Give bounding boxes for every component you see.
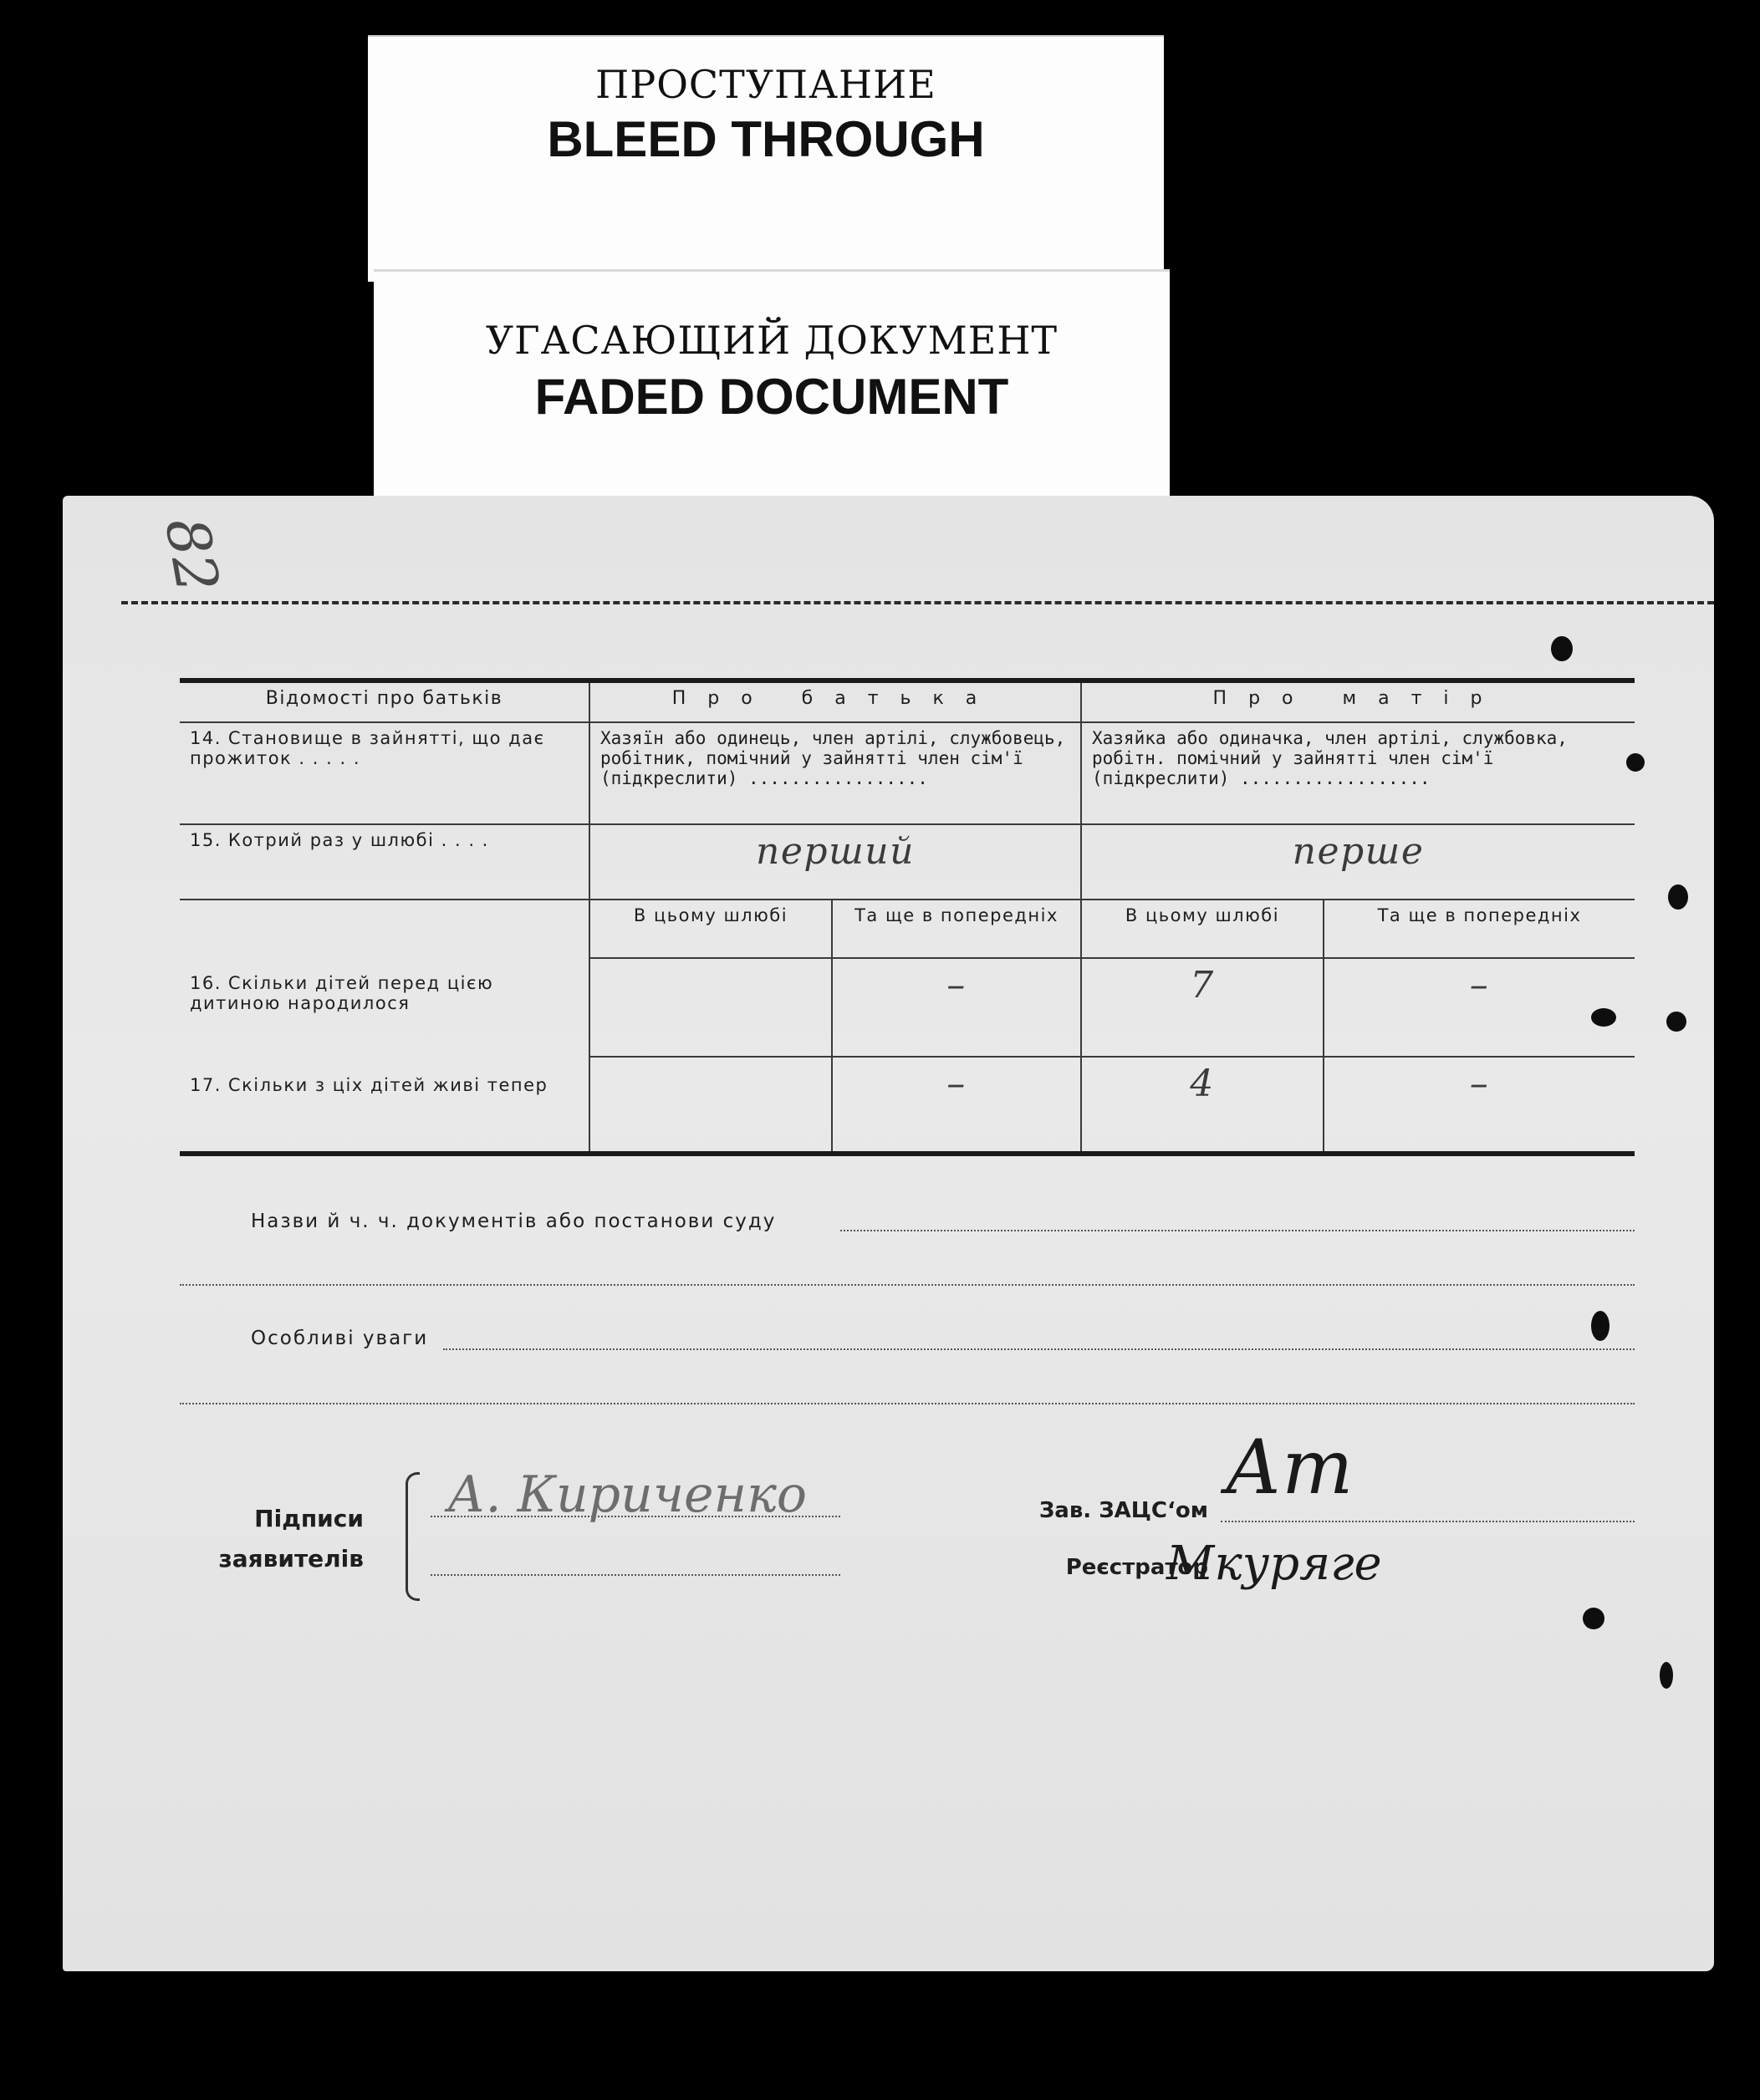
applicant-signature-line: [431, 1574, 840, 1576]
punch-hole: [1660, 1662, 1673, 1689]
punch-hole: [1668, 884, 1688, 910]
parents-info-table: [180, 678, 1635, 1156]
row-label: 15. Котрий раз у шлюбі . . . .: [180, 824, 589, 900]
bleed-through-ru: ПРОСТУПАНИЕ: [595, 62, 936, 107]
father-children-born-prev: –: [832, 958, 1081, 1057]
signature-bracket: [406, 1472, 420, 1601]
documents-field-line: [840, 1230, 1635, 1231]
father-occupation: Хазяїн або одинець, член артілі, службовець, робітник, помічний у зайнятті член сім'ї (підкреслити) .................: [589, 722, 1081, 824]
applicants-label: Підписи заявителів: [218, 1505, 364, 1572]
row-label: 14. Становище в зайнятті, що дає прожиток . . . . .: [180, 722, 589, 824]
head-zags-label: Зав. ЗАЦС‘ом: [1038, 1498, 1208, 1523]
head-signature: Ат: [1225, 1424, 1354, 1511]
bleed-through-en: BLEED THROUGH: [547, 111, 985, 167]
punch-hole: [1591, 1311, 1610, 1341]
head-signature-line: [1221, 1521, 1635, 1522]
subheader-previous: Та ще в попередніх: [1324, 900, 1635, 958]
col-mother-header: Про матір: [1081, 680, 1635, 722]
faded-document-card: [374, 269, 1170, 496]
col-info-header: Відомості про батьків: [180, 680, 589, 722]
table-row: [180, 824, 1635, 900]
punch-hole: [1551, 636, 1573, 661]
punch-hole: [1666, 1012, 1686, 1032]
mother-children-alive-prev: –: [1324, 1057, 1635, 1154]
row-label: 16. Скільки дітей перед цією дитиною народилося 17. Скільки з ціх дітей живі тепер: [180, 900, 589, 1154]
registrar-signature: Мкуряге: [1166, 1537, 1382, 1591]
table-row: [180, 900, 1635, 958]
notes-field-line: [443, 1348, 1635, 1350]
subheader-this-marriage: В цьому шлюбі: [1081, 900, 1324, 958]
mother-children-alive-this: 4: [1081, 1057, 1324, 1154]
father-marriage-count: перший: [589, 824, 1081, 900]
punch-hole: [1583, 1608, 1604, 1629]
mother-marriage-count: перше: [1081, 824, 1635, 900]
faded-document-en: FADED DOCUMENT: [534, 369, 1009, 425]
applicant-signature: А. Кириченко: [447, 1465, 808, 1524]
father-children-alive-this: [589, 1057, 832, 1154]
documents-field-label: Назви й ч. ч. документів або постанови суду: [251, 1211, 777, 1232]
registrar-label: Реєстратор: [1065, 1555, 1208, 1580]
mother-children-born-this: 7: [1081, 958, 1324, 1057]
notes-field-label: Особливі уваги: [251, 1328, 429, 1349]
mother-occupation: Хазяйка або одиначка, член артілі, службовка, робітн. помічний у зайнятті член сім'ї (підкреслити) ..................: [1081, 722, 1635, 824]
mother-children-born-prev: –: [1324, 958, 1635, 1057]
faded-document-ru: УГАСАЮЩИЙ ДОКУМЕНТ: [485, 318, 1059, 363]
documents-field-line: [180, 1284, 1635, 1286]
bleed-through-card: [368, 35, 1164, 282]
record-sheet: [63, 496, 1714, 1971]
subheader-this-marriage: В цьому шлюбі: [589, 900, 832, 958]
col-father-header: Про батька: [589, 680, 1081, 722]
notes-field-line: [180, 1403, 1635, 1404]
father-children-born-this: [589, 958, 832, 1057]
father-children-alive-prev: –: [832, 1057, 1081, 1154]
perforation-line: [121, 601, 1714, 604]
table-row: [180, 722, 1635, 824]
subheader-previous: Та ще в попередніх: [832, 900, 1081, 958]
page-number: 82: [151, 512, 232, 598]
